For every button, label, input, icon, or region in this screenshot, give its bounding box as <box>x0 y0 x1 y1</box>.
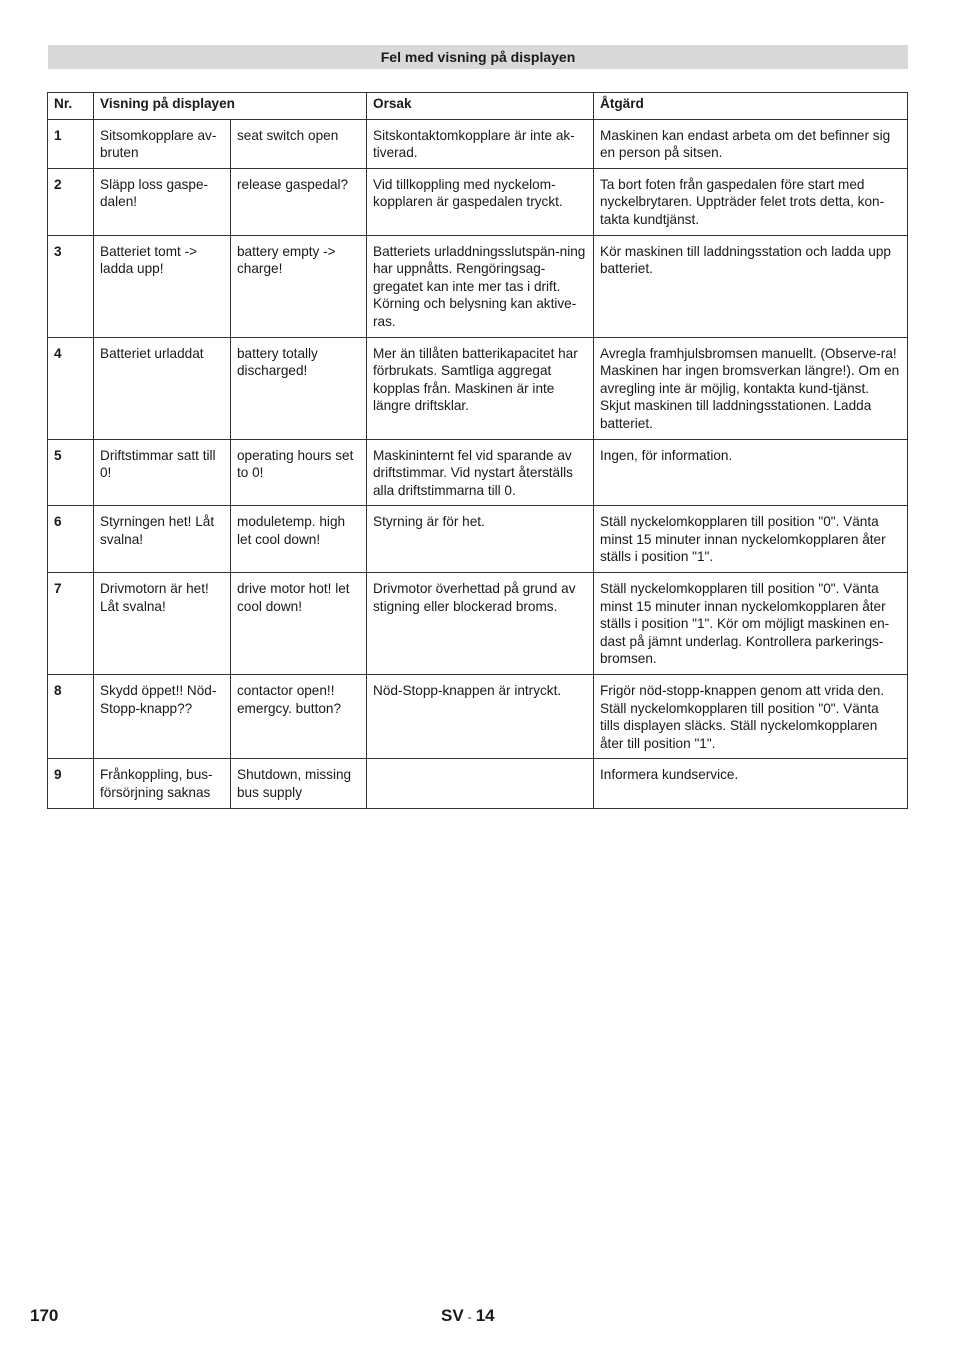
action-text: Frigör nöd-stopp-knappen genom att vrida den. Ställ nyckelomkopplaren till position "0". Vänta tills displayen släcks. Ställ nyckelomkopplaren åter till position "1". <box>594 675 908 759</box>
cause-text: Drivmotor överhettad på grund av stigning eller blockerad broms. <box>367 573 594 675</box>
display-text-en: seat switch open <box>231 119 367 168</box>
action-text: Ta bort foten från gaspedalen före start med nyckelbrytaren. Uppträder felet trots detta, kon-takta kundtjänst. <box>594 168 908 235</box>
row-number: 6 <box>48 506 94 573</box>
display-text-en: operating hours set to 0! <box>231 439 367 506</box>
row-number: 1 <box>48 119 94 168</box>
cause-text: Nöd-Stopp-knappen är intryckt. <box>367 675 594 759</box>
display-text-en: contactor open!! emergcy. button? <box>231 675 367 759</box>
display-text-en: battery totally discharged! <box>231 337 367 439</box>
section-title: Fel med visning på displayen <box>48 45 908 69</box>
cause-text: Styrning är för het. <box>367 506 594 573</box>
table-row <box>48 439 908 506</box>
action-text: Kör maskinen till laddningsstation och ladda upp batteriet. <box>594 235 908 337</box>
cause-text: Batteriets urladdningsslutspän-ning har uppnåtts. Rengöringsag-gregatet kan inte mer tas i drift. Körning och belysning kan aktive-ras. <box>367 235 594 337</box>
row-number: 4 <box>48 337 94 439</box>
cause-text <box>367 759 594 808</box>
row-number: 7 <box>48 573 94 675</box>
row-number: 8 <box>48 675 94 759</box>
table-row <box>48 235 908 337</box>
cause-text: Maskininternt fel vid sparande av driftstimmar. Vid nystart återställs alla driftstimmarna till 0. <box>367 439 594 506</box>
header-action: Åtgärd <box>594 93 908 120</box>
language-code: SV <box>441 1306 464 1325</box>
display-text-sv: Styrningen het! Låt svalna! <box>94 506 231 573</box>
table-row <box>48 759 908 808</box>
display-text-sv: Skydd öppet!! Nöd-Stopp-knapp?? <box>94 675 231 759</box>
display-text-sv: Släpp loss gaspe-dalen! <box>94 168 231 235</box>
action-text: Informera kundservice. <box>594 759 908 808</box>
display-text-sv: Drivmotorn är het! Låt svalna! <box>94 573 231 675</box>
display-text-sv: Driftstimmar satt till 0! <box>94 439 231 506</box>
row-number: 5 <box>48 439 94 506</box>
page-number: 170 <box>30 1306 59 1325</box>
header-cause: Orsak <box>367 93 594 120</box>
display-text-en: moduletemp. high let cool down! <box>231 506 367 573</box>
display-text-sv: Frånkoppling, bus-försörjning saknas <box>94 759 231 808</box>
row-number: 3 <box>48 235 94 337</box>
table-row <box>48 506 908 573</box>
header-display: Visning på displayen <box>94 93 367 120</box>
language-page-label <box>441 1306 495 1326</box>
display-text-en: Shutdown, missing bus supply <box>231 759 367 808</box>
table-row <box>48 573 908 675</box>
row-number: 9 <box>48 759 94 808</box>
display-text-sv: Sitsomkopplare av-bruten <box>94 119 231 168</box>
row-number: 2 <box>48 168 94 235</box>
table-row <box>48 168 908 235</box>
action-text: Maskinen kan endast arbeta om det befinner sig en person på sitsen. <box>594 119 908 168</box>
display-text-en: battery empty -> charge! <box>231 235 367 337</box>
action-text: Ställ nyckelomkopplaren till position "0". Vänta minst 15 minuter innan nyckelomkopplaren åter ställs i position "1". Kör om möjligt maskinen en-dast på jämnt underlag. Kontrollera parkerings-bromsen. <box>594 573 908 675</box>
action-text: Ingen, för information. <box>594 439 908 506</box>
table-row <box>48 119 908 168</box>
error-table <box>47 92 908 809</box>
separator: - <box>467 1310 472 1324</box>
cause-text: Vid tillkoppling med nyckelom-kopplaren är gaspedalen tryckt. <box>367 168 594 235</box>
cause-text: Mer än tillåten batterikapacitet har förbrukats. Samtliga aggregat kopplas från. Maskinen är inte längre driftsklar. <box>367 337 594 439</box>
display-text-sv: Batteriet urladdat <box>94 337 231 439</box>
display-text-sv: Batteriet tomt -> ladda upp! <box>94 235 231 337</box>
table-header-row <box>48 93 908 120</box>
cause-text: Sitskontaktomkopplare är inte ak-tiverad. <box>367 119 594 168</box>
header-nr: Nr. <box>48 93 94 120</box>
table-row <box>48 675 908 759</box>
display-text-en: release gaspedal? <box>231 168 367 235</box>
action-text: Avregla framhjulsbromsen manuellt. (Observe-ra! Maskinen har ingen bromsverkan längre!). Om en avregling inte är möjlig, kontakta kund-tjänst. Skjut maskinen till laddningsstationen. Ladda batteriet. <box>594 337 908 439</box>
table-row <box>48 337 908 439</box>
action-text: Ställ nyckelomkopplaren till position "0". Vänta minst 15 minuter innan nyckelomkopplaren åter ställs i position "1". <box>594 506 908 573</box>
language-page-number: 14 <box>475 1306 495 1325</box>
display-text-en: drive motor hot! let cool down! <box>231 573 367 675</box>
